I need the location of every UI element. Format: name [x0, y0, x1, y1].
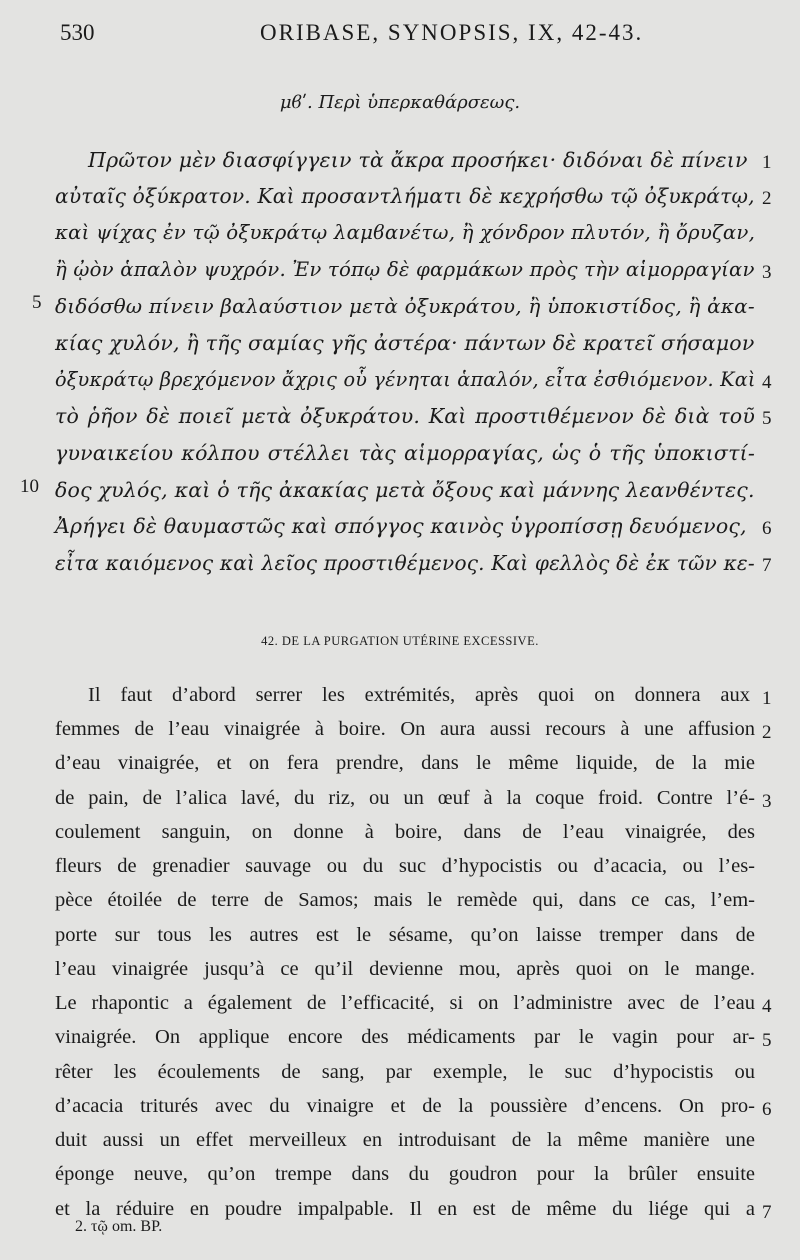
- french-section-number: 1: [762, 688, 772, 709]
- french-line: coulement sanguin, on donne à boire, dans de l’eau vinaigrée, des: [55, 821, 755, 843]
- greek-section-number: 7: [762, 555, 772, 576]
- french-line: pèce étoilée de terre de Samos; mais le remède qui, dans ce cas, l’em-: [55, 889, 755, 911]
- greek-chapter-heading: μϐʹ. Περὶ ὑπερκαθάρσεως.: [279, 92, 521, 113]
- greek-section-number: 6: [762, 518, 772, 539]
- greek-section-number: 3: [762, 262, 772, 283]
- running-head: [55, 20, 760, 56]
- french-line: porte sur tous les autres est le sésame, qu’on laisse tremper dans de: [55, 924, 755, 946]
- french-line: de pain, de l’alica lavé, du riz, ou un œuf à la coque froid. Contre l’é-: [55, 787, 755, 809]
- greek-line: ὀξυκράτῳ βρεχόμενον ἄχρις οὗ γένηται ἁπαλόν, εἶτα ἐσθιόμενον. Καὶ: [55, 368, 756, 391]
- greek-section-number: 4: [762, 372, 772, 393]
- french-section-number: 7: [762, 1202, 772, 1223]
- greek-section-number: 2: [762, 188, 772, 209]
- french-line: duit aussi un effet merveilleux en introduisant de la même manière une: [55, 1129, 755, 1151]
- greek-line: καὶ ψίχας ἐν τῷ ὀξυκράτῳ λαμϐανέτω, ἢ χόνδρον πλυτόν, ἢ ὄρυζαν,: [55, 221, 756, 244]
- french-section-number: 2: [762, 722, 772, 743]
- greek-line: γυναικείου κόλπου στέλλει τὰς αἱμορραγίας, ὡς ὁ τῆς ὑποκιστί-: [55, 441, 755, 465]
- french-section-number: 3: [762, 791, 772, 812]
- greek-line: αὐταῖς ὀξύκρατον. Καὶ προσαντλήματι δὲ κεχρήσθω τῷ ὀξυκράτῳ,: [55, 184, 755, 208]
- french-chapter-heading: 42. DE LA PURGATION UTÉRINE EXCESSIVE.: [261, 634, 539, 648]
- french-section-number: 4: [762, 996, 772, 1017]
- greek-line: τὸ ῥῆον δὲ ποιεῖ μετὰ ὀξυκράτου. Καὶ προστιθέμενον δὲ διὰ τοῦ: [55, 404, 755, 428]
- french-line: d’eau vinaigrée, et on fera prendre, dans le même liquide, de la mie: [55, 752, 755, 774]
- footnote: 2. τῷ om. BP.: [75, 1218, 163, 1235]
- french-line: Il faut d’abord serrer les extrémités, après quoi on donnera aux: [88, 684, 750, 706]
- french-line: l’eau vinaigrée jusqu’à ce qu’il devienne mou, après quoi on le mange.: [55, 958, 755, 980]
- greek-section-number: 1: [762, 152, 772, 173]
- french-line: éponge neuve, qu’on trempe dans du goudron pour la brûler ensuite: [55, 1163, 755, 1185]
- running-title: ORIBASE, SYNOPSIS, IX, 42-43.: [260, 20, 644, 45]
- french-line: fleurs de grenadier sauvage ou du suc d’hypocistis ou d’acacia, ou l’es-: [55, 855, 755, 877]
- french-line: Le rhapontic a également de l’efficacité, si on l’administre avec de l’eau: [55, 992, 755, 1014]
- greek-line: διδόσθω πίνειν βαλαύστιον μετὰ ὀξυκράτου, ἢ ὑποκιστίδος, ἢ ἀκα-: [55, 294, 755, 318]
- french-section-number: 5: [762, 1030, 772, 1051]
- french-section-number: 6: [762, 1099, 772, 1120]
- greek-line: Ἀρήγει δὲ θαυμαστῶς καὶ σπόγγος καινὸς ὑγροπίσσῃ δευόμενος,: [55, 514, 747, 538]
- french-line: femmes de l’eau vinaigrée à boire. On aura aussi recours à une affusion: [55, 718, 755, 740]
- french-line: rêter les écoulements de sang, par exemple, le suc d’hypocistis ou: [55, 1061, 755, 1083]
- greek-line: εἶτα καιόμενος καὶ λεῖος προστιθέμενος. Καὶ φελλὸς δὲ ἐκ τῶν κε-: [55, 551, 755, 575]
- greek-line: κίας χυλόν, ἢ τῆς σαμίας γῆς ἀστέρα· πάντων δὲ κρατεῖ σήσαμον: [55, 331, 755, 355]
- french-line: et la réduire en poudre impalpable. Il en est de même du liége qui a: [55, 1198, 755, 1220]
- greek-line: ἢ ᾠὸν ἁπαλὸν ψυχρόν. Ἐν τόπῳ δὲ φαρμάκων πρὸς τὴν αἱμορραγίαν: [55, 258, 755, 281]
- greek-line: δος χυλός, καὶ ὁ τῆς ἀκακίας μετὰ ὄξους καὶ μάννης λεανθέντες.: [55, 478, 755, 502]
- french-line: vinaigrée. On applique encore des médicaments par le vagin pour ar-: [55, 1026, 755, 1048]
- greek-line-number: 5: [32, 292, 42, 313]
- page-number: 530: [60, 20, 95, 45]
- french-line: d’acacia triturés avec du vinaigre et de la poussière d’encens. On pro-: [55, 1095, 755, 1117]
- greek-section-number: 5: [762, 408, 772, 429]
- greek-line-number: 10: [20, 476, 39, 497]
- greek-line: Πρῶτον μὲν διασφίγγειν τὰ ἄκρα προσήκει· διδόναι δὲ πίνειν: [88, 148, 748, 172]
